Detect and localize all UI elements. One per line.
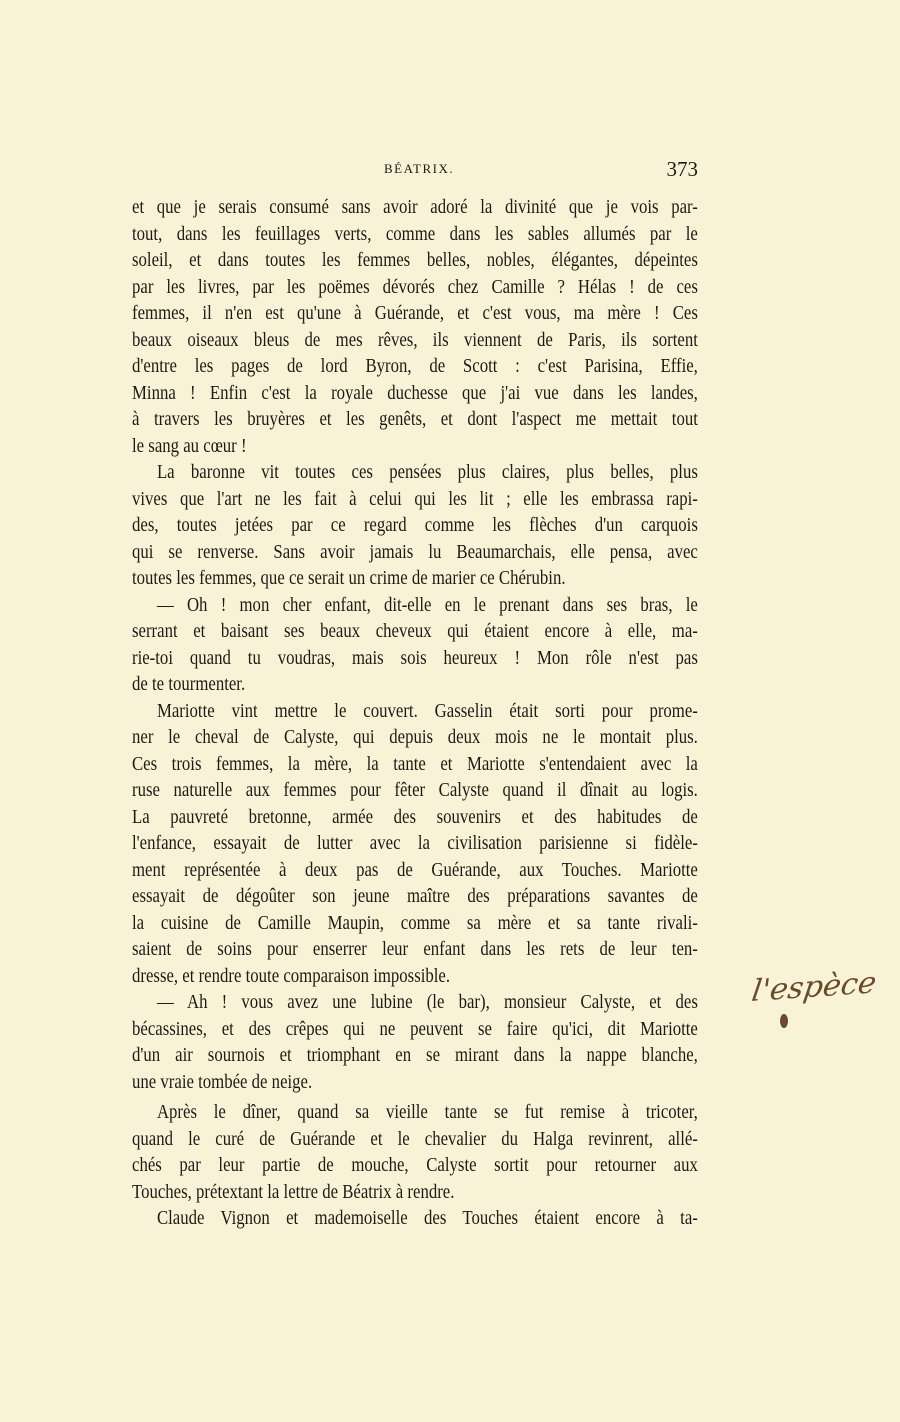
text-line: essayait de dégoûter son jeune maître des préparations savantes de bbox=[132, 886, 698, 907]
running-title: BÉATRIX. bbox=[384, 161, 455, 176]
text-line: Minna ! Enfin c'est la royale duchesse que j'ai vue dans les landes, bbox=[132, 382, 698, 404]
text-line: tout, dans les feuillages verts, comme dans les sables allumés par le bbox=[132, 223, 698, 245]
ink-blot bbox=[780, 1014, 788, 1028]
text-line: d'un air sournois et triomphant en se mirant dans la nappe blanche, bbox=[132, 1045, 698, 1066]
text-line: saient de soins pour enserrer leur enfant dans les rets de leur ten- bbox=[132, 939, 698, 960]
text-line: et que je serais consumé sans avoir adoré la divinité que je vois par- bbox=[132, 197, 698, 218]
text-line: beaux oiseaux bleus de mes rêves, ils viennent de Paris, ils sortent bbox=[132, 329, 698, 351]
running-header bbox=[132, 157, 698, 183]
text-line: dresse, et rendre toute comparaison impossible. bbox=[132, 965, 451, 987]
text-line: Ces trois femmes, la mère, la tante et Mariotte s'entendaient avec la bbox=[132, 753, 698, 775]
text-line: La baronne vit toutes ces pensées plus claires, plus belles, plus bbox=[156, 462, 698, 483]
text-line: ment représentée à deux pas de Guérande, aux Touches. Mariotte bbox=[132, 859, 698, 881]
text-line: à travers les bruyères et les genêts, et dont l'aspect me mettait tout bbox=[132, 409, 698, 430]
text-line: toutes les femmes, que ce serait un crime de marier ce Chérubin. bbox=[132, 568, 566, 589]
text-line: Après le dîner, quand sa vieille tante se fut remise à tricoter, bbox=[156, 1102, 698, 1123]
text-line: serrant et baisant ses beaux cheveux qui étaient encore à elle, ma- bbox=[132, 621, 698, 642]
text-line: d'entre les pages de lord Byron, de Scott : c'est Parisina, Effie, bbox=[132, 356, 698, 377]
text-line: quand le curé de Guérande et le chevalier du Halga revinrent, allé- bbox=[132, 1128, 698, 1150]
text-line: le sang au cœur ! bbox=[132, 435, 247, 457]
text-line: — Ah ! vous avez une lubine (le bar), monsieur Calyste, et des bbox=[156, 992, 698, 1013]
text-line: bécassines, et des crêpes qui ne peuvent se faire qu'ici, dit Mariotte bbox=[132, 1018, 698, 1040]
page-body-text bbox=[132, 195, 698, 1233]
text-line: femmes, il n'en est qu'une à Guérande, et c'est vous, ma mère ! Ces bbox=[132, 303, 698, 324]
text-line: chés par leur partie de mouche, Calyste sortit pour retourner aux bbox=[132, 1155, 698, 1176]
text-line: Claude Vignon et mademoiselle des Touches étaient encore à ta- bbox=[156, 1208, 698, 1229]
text-line: Touches, prétextant la lettre de Béatrix à rendre. bbox=[132, 1181, 455, 1203]
text-line: par les livres, par les poëmes dévorés chez Camille ? Hélas ! de ces bbox=[132, 276, 698, 298]
text-line: qui se renverse. Sans avoir jamais lu Beaumarchais, elle pensa, avec bbox=[132, 541, 698, 563]
handwritten-margin-note bbox=[749, 965, 892, 1028]
text-line: des, toutes jetées par ce regard comme les flèches d'un carquois bbox=[132, 515, 698, 536]
text-line: La pauvreté bretonne, armée des souvenirs et des habitudes de bbox=[132, 806, 698, 828]
text-line: l'enfance, essayait de lutter avec la civilisation parisienne si fidèle- bbox=[132, 833, 698, 854]
text-line: ruse naturelle aux femmes pour fêter Calyste quand il dînait au logis. bbox=[132, 780, 698, 801]
text-line: rie-toi quand tu voudras, mais sois heureux ! Mon rôle n'est pas bbox=[132, 647, 698, 669]
text-line: soleil, et dans toutes les femmes belles, nobles, élégantes, dépeintes bbox=[132, 250, 698, 271]
text-line: vives que l'art ne les fait à celui qui les lit ; elle les embrassa rapi- bbox=[132, 488, 698, 510]
text-line: — Oh ! mon cher enfant, dit-elle en le prenant dans ses bras, le bbox=[156, 594, 698, 616]
text-line: une vraie tombée de neige. bbox=[132, 1071, 313, 1093]
text-line: de te tourmenter. bbox=[132, 674, 246, 695]
margin-note-text: l'espèce bbox=[749, 965, 879, 1009]
text-line: Mariotte vint mettre le couvert. Gasselin était sorti pour prome- bbox=[156, 700, 698, 722]
page-number: 373 bbox=[666, 157, 698, 181]
text-line: ner le cheval de Calyste, qui depuis deux mois ne le montait plus. bbox=[132, 727, 698, 748]
text-line: la cuisine de Camille Maupin, comme sa mère et sa tante rivali- bbox=[132, 912, 698, 934]
